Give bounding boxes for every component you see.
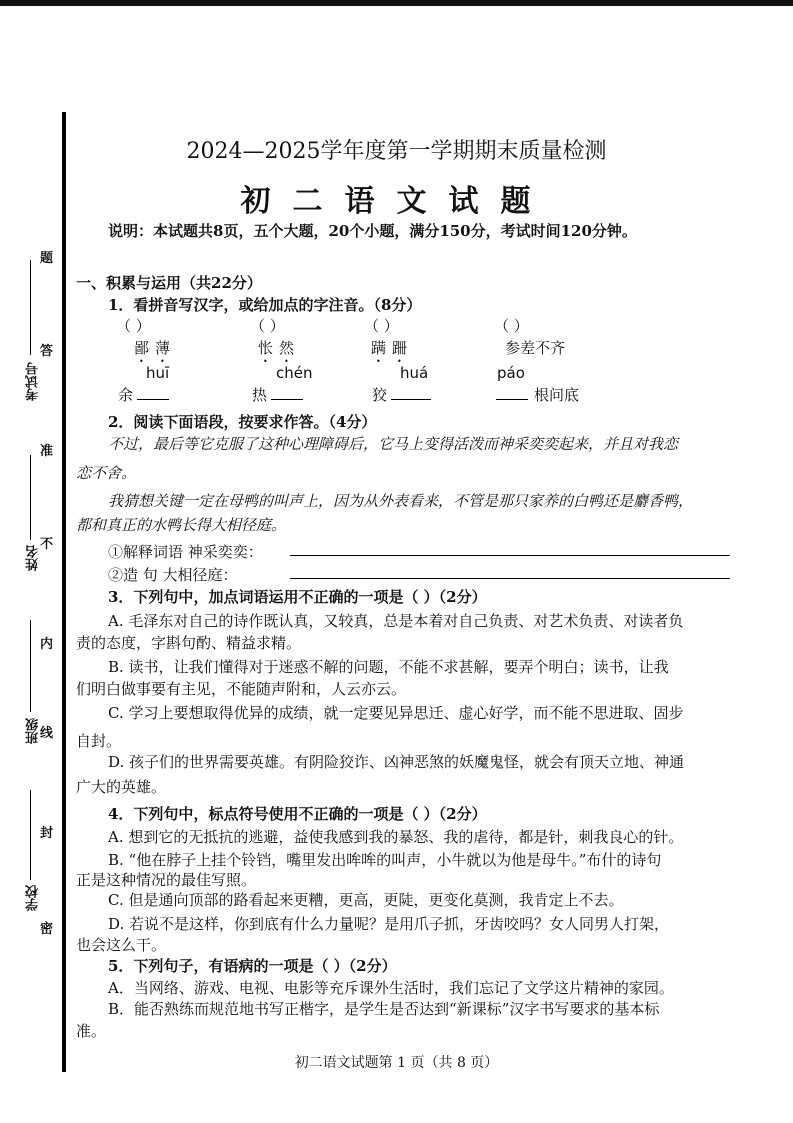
passage-line: 不过，最后等它克服了这种心理障碍后，它马上变得活泼而神采奕奕起来，并且对我恋 [108,435,679,453]
option-b-cont: 们明白做事要有主见，不能随声附和，人云亦云。 [76,680,407,698]
fill-4: 根问底 [496,384,579,405]
name-line [30,455,31,540]
exam-instructions: 说明：本试题共8页，五个大题，20个小题，满分150分，考试时间120分钟。 [108,222,637,240]
class-label: 班级 [26,718,41,744]
fill-2: 热 [252,384,303,405]
pinyin-3: huá [400,364,429,382]
option-b-cont: 准。 [76,1022,107,1040]
word-changran: 怅然 [258,339,301,357]
word-panshan: 蹒跚 [371,339,414,357]
option-b-cont: 正是这种情况的最佳写照。 [76,871,257,889]
exam-subtitle: 初二语文试题 [240,184,553,219]
word-bibo: 鄙薄 [134,339,177,357]
exam-number-label: 考试号 [26,362,41,401]
passage-line: 恋不舍。 [76,464,137,482]
option-a: A．当网络、游戏、电视、电影等充斥课外生活时，我们忘记了文学这片精神的家园。 [108,979,674,997]
fill-3: 狡 [372,384,431,405]
name-label: 姓名 [26,545,41,571]
answer-paren: （ ） [364,317,399,335]
answer-paren: （ ） [250,317,285,335]
question-3-stem: 3．下列句中，加点词语运用不正确的一项是（ ）（2分） [108,588,487,606]
option-b: B. 读书，让我们懂得对于迷惑不解的问题，不能不求甚解，要弄个明白；读书，让我 [108,658,669,676]
option-a: A. 毛泽东对自己的诗作既认真，又较真，总是本着对自己负责、对艺术负责、对读者负 [108,612,684,630]
sub-question-1: ①解释词语 神采奕奕： [108,543,263,561]
class-line [30,620,31,712]
option-c: C. 学习上要想取得优异的成绩，就一定要见异思迁、虚心好学，而不能不思进取、固步 [108,704,684,722]
fill-1: 余 [118,384,169,405]
answer-paren: （ ） [494,317,529,335]
pinyin-1: huī [146,364,170,382]
question-5-stem: 5．下列句子，有语病的一项是（ ）（2分） [108,957,397,975]
pinyin-4: páo [497,364,525,382]
margin-char: 密 [40,922,54,937]
exam-title: 2024—2025学年度第一学期期末质量检测 [186,139,607,164]
option-b: B．能否熟练而规范地书写正楷字，是学生是否达到“新课标”汉字书写要求的基本标 [108,1000,660,1018]
question-4-stem: 4．下列句中，标点符号使用不正确的一项是（ ）（2分） [108,805,487,823]
answer-paren: （ ） [116,317,151,335]
passage-line: 都和真正的水鸭长得大相径庭。 [76,516,287,534]
answer-line[interactable] [290,555,730,556]
binding-line [62,112,66,1072]
word-cenci: 参差不齐 [505,339,566,357]
margin-char: 内 [40,637,54,652]
option-a: A. 想到它的无抵抗的逃避，益使我感到我的暴怒、我的虐待，都是针，刺我良心的针。 [108,828,684,846]
margin-char: 不 [40,537,54,552]
option-b: B. “他在脖子上挂个铃铛，嘴里发出哞哞的叫声，小牛就以为他是母牛。”布什的诗句 [108,851,662,869]
option-a-cont: 责的态度，字斟句酌、精益求精。 [76,634,302,652]
answer-line[interactable] [290,578,730,579]
margin-char: 题 [40,251,54,266]
school-label: 学校 [26,885,41,911]
option-c-cont: 自封。 [76,732,122,750]
option-d: D. 若说不是这样，你到底有什么力量呢？是用爪子抓，牙齿咬吗？女人同男人打架， [108,915,670,933]
option-d: D. 孩子们的世界需要英雄。有阴险狡诈、凶神恶煞的妖魔鬼怪，就会有顶天立地、神通 [108,753,685,771]
sub-question-2: ②造 句 大相径庭： [108,566,238,584]
passage-line: 我猜想关键一定在母鸭的叫声上，因为从外表看来，不管是那只家养的白鸭还是麝香鸭， [108,492,694,510]
option-d-cont: 广大的英雄。 [76,778,167,796]
margin-char: 准 [40,444,54,459]
option-d-cont: 也会这么干。 [76,936,167,954]
section-heading: 一、积累与运用（共22分） [76,274,262,292]
school-line [30,790,31,880]
margin-char: 线 [40,726,54,741]
question-2-stem: 2．阅读下面语段，按要求作答。（4分） [108,413,377,431]
page-footer: 初二语文试题第 1 页（共 8 页） [294,1055,499,1071]
scan-top-edge [0,0,793,6]
exam-number-line [30,260,31,355]
pinyin-2: chén [276,364,313,382]
option-c: C. 但是通向顶部的路看起来更糟，更高，更陡，更变化莫测，我肯定上不去。 [108,891,624,909]
question-1-stem: 1．看拼音写汉字，或给加点的字注音。（8分） [108,296,422,314]
margin-char: 答 [40,344,54,359]
margin-char: 封 [40,826,54,841]
